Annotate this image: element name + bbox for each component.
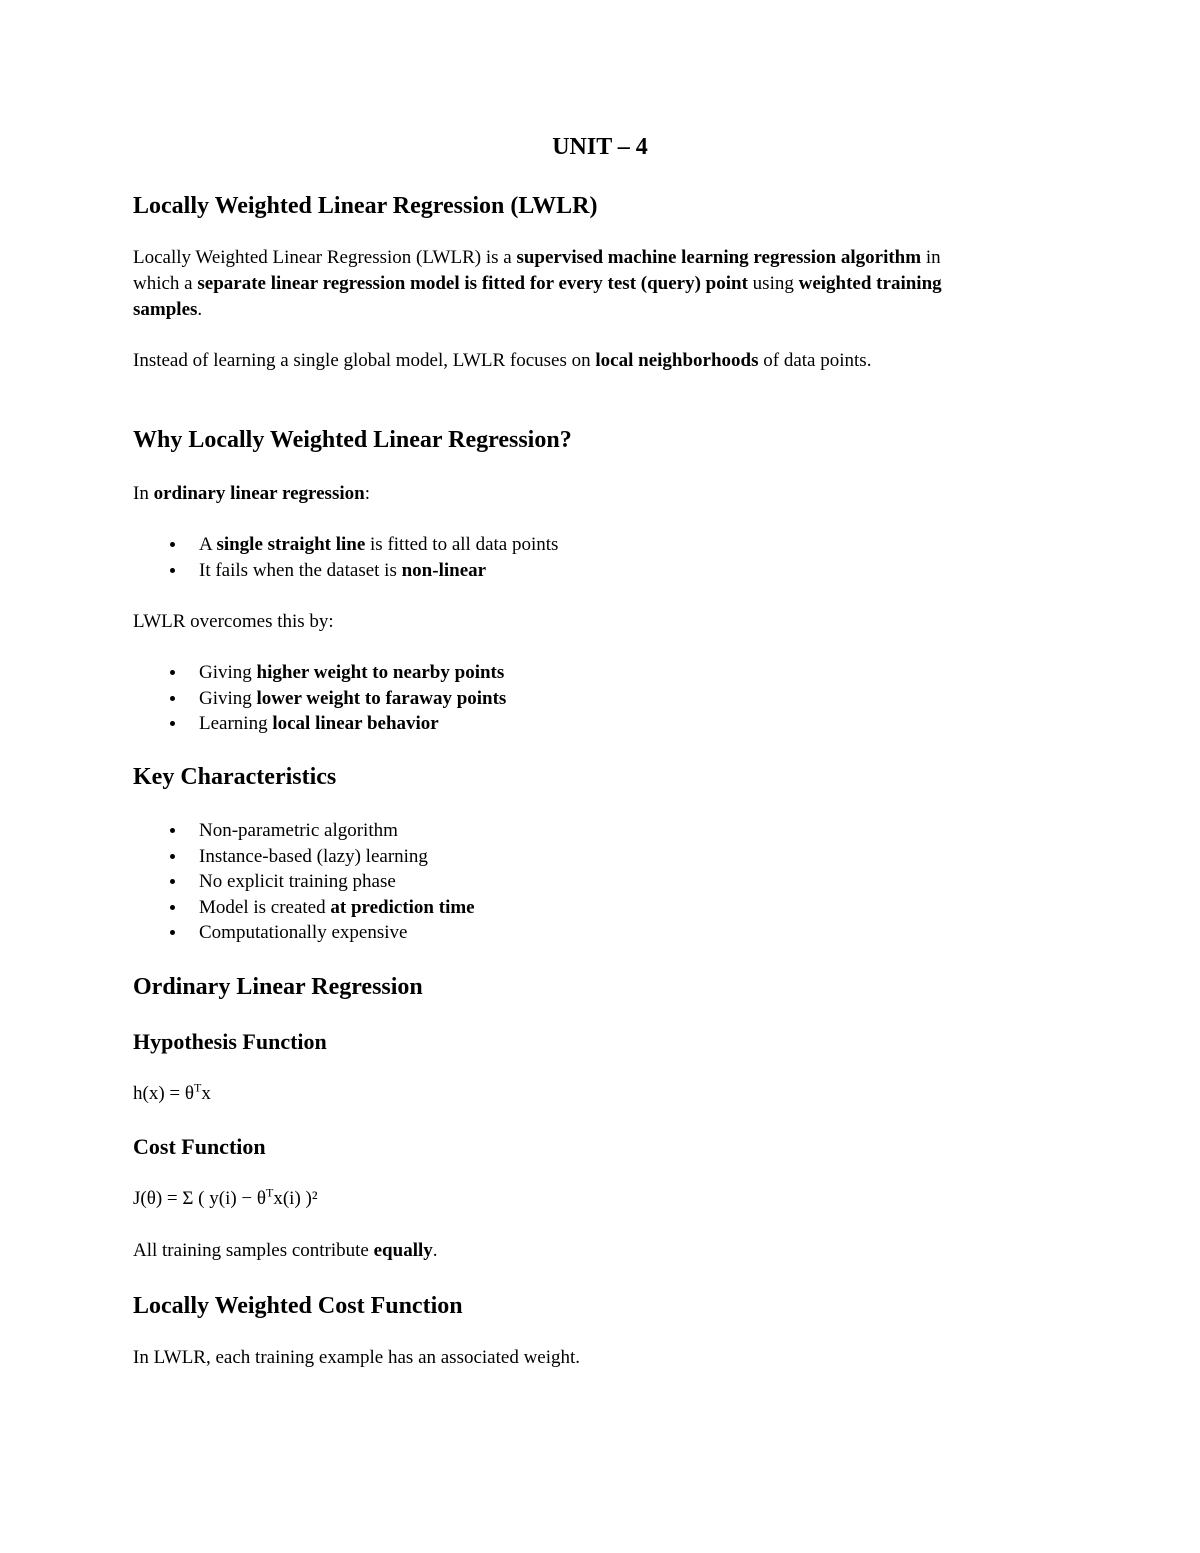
bold-run: separate linear regression model is fitted for every test (query) point xyxy=(197,273,748,294)
bold-run: equally xyxy=(373,1240,433,1261)
section-heading-why-lwlr: Why Locally Weighted Linear Regression? xyxy=(133,427,572,453)
text-run: Learning xyxy=(199,713,273,734)
text-run: Instead of learning a single global model, LWLR focuses on xyxy=(133,350,596,371)
paragraph-lwlr-definition xyxy=(133,245,973,323)
ordinary-regression-list xyxy=(133,532,973,583)
section-heading-ordinary-linear-regression: Ordinary Linear Regression xyxy=(133,974,423,1000)
list-item xyxy=(133,818,973,844)
text-run: is fitted to all data points xyxy=(365,534,559,555)
text-run: A xyxy=(199,534,217,555)
section-heading-key-characteristics: Key Characteristics xyxy=(133,764,337,790)
hypothesis-formula xyxy=(133,1081,973,1107)
list-item xyxy=(133,920,973,946)
bold-run: at prediction time xyxy=(330,896,475,918)
text-run: : xyxy=(364,483,370,504)
formula-superscript: T xyxy=(193,1080,202,1095)
paragraph-overcomes: LWLR overcomes this by: xyxy=(133,611,334,632)
bold-run: single straight line xyxy=(216,534,366,555)
text-run: No explicit training phase xyxy=(199,871,396,892)
paragraph-ordinary-intro xyxy=(133,481,973,507)
paragraph-local-neighborhoods xyxy=(133,348,973,374)
list-item xyxy=(133,660,973,686)
list-item xyxy=(133,711,973,737)
text-run: Model is created xyxy=(199,896,331,918)
text-run: All training samples contribute xyxy=(133,1240,374,1261)
bold-run: non-linear xyxy=(401,559,487,581)
bold-run: lower weight to faraway points xyxy=(256,687,507,709)
formula-text: x(i) )² xyxy=(273,1188,318,1209)
section-heading-locally-weighted-cost: Locally Weighted Cost Function xyxy=(133,1293,463,1319)
paragraph-associated-weight: In LWLR, each training example has an associated weight. xyxy=(133,1347,581,1368)
text-run: Computationally expensive xyxy=(199,922,408,943)
text-run: of data points. xyxy=(758,350,872,371)
section-heading-lwlr: Locally Weighted Linear Regression (LWLR) xyxy=(133,193,598,219)
formula-text: h(x) = θ xyxy=(133,1083,194,1104)
list-item xyxy=(133,558,973,584)
lwlr-overcomes-list xyxy=(133,660,973,737)
text-run: . xyxy=(197,299,203,320)
paragraph-equal-contribution xyxy=(133,1238,973,1264)
subheading-cost-function: Cost Function xyxy=(133,1134,266,1159)
formula-superscript: T xyxy=(266,1185,274,1200)
list-item xyxy=(133,869,973,895)
formula-text: J(θ) = Σ ( y(i) − θ xyxy=(133,1188,266,1209)
text-run: in which a xyxy=(133,247,941,294)
bold-run: weighted training samples xyxy=(133,273,942,320)
list-item xyxy=(133,895,973,921)
unit-title: UNIT – 4 xyxy=(552,134,648,160)
bold-run: higher weight to nearby points xyxy=(256,662,505,683)
text-run: . xyxy=(432,1240,438,1261)
key-characteristics-list xyxy=(133,818,973,946)
text-run: Giving xyxy=(199,687,257,709)
bold-run: ordinary linear regression xyxy=(153,483,365,504)
list-item xyxy=(133,532,973,558)
list-item xyxy=(133,844,973,870)
subheading-hypothesis-function: Hypothesis Function xyxy=(133,1029,327,1054)
formula-text: x xyxy=(201,1083,211,1104)
bold-run: supervised machine learning regression algorithm xyxy=(516,247,922,268)
bold-run: local neighborhoods xyxy=(595,350,759,371)
bold-run: local linear behavior xyxy=(272,713,439,734)
text-run: Instance-based (lazy) learning xyxy=(199,845,428,867)
text-run: Locally Weighted Linear Regression (LWLR) is a xyxy=(133,247,517,268)
text-run: using xyxy=(747,273,799,294)
list-item xyxy=(133,686,973,712)
text-run: In xyxy=(133,483,154,504)
text-run: Giving xyxy=(199,662,257,683)
text-run: It fails when the dataset is xyxy=(199,559,402,581)
text-run: Non-parametric algorithm xyxy=(199,820,398,841)
cost-formula xyxy=(133,1186,973,1212)
